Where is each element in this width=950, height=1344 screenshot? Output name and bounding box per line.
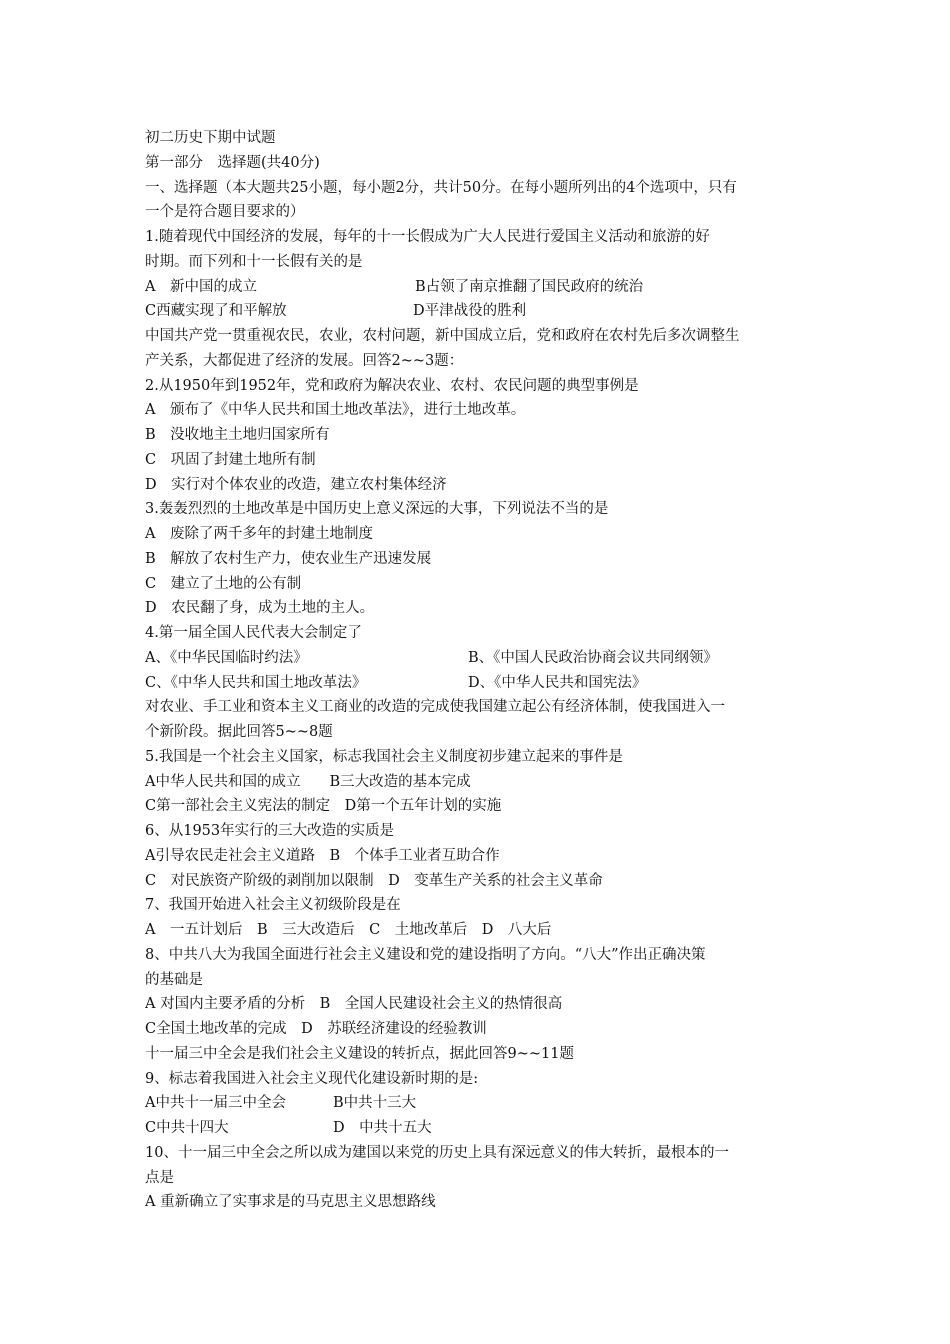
q4-stem: 4.第一届全国人民代表大会制定了: [145, 625, 362, 641]
q2-option-c: C 巩固了封建土地所有制: [145, 451, 316, 468]
q9-option-b: B中共十三大: [333, 1095, 417, 1112]
q7-options: A 一五计划后 B 三大改造后 C 土地改革后 D 八大后: [145, 922, 552, 938]
q9-options-ab: [145, 1091, 815, 1116]
q7-stem: 7、我国开始进入社会主义初级阶段是在: [145, 897, 401, 914]
q4-option-d: D、《中华人民共和国宪法》: [468, 674, 647, 691]
q2-option-b: B 没收地主土地归国家所有: [145, 427, 330, 443]
intro-2-3-line-2: 产关系，大都促进了经济的发展。回答2~~3题：: [145, 352, 464, 369]
q6-options-cd: C 对民族资产阶级的剥削加以限制 D 变革生产关系的社会主义革命: [145, 872, 603, 889]
q6-options-ab: A引导农民走社会主义道路 B 个体手工业者互助合作: [145, 847, 500, 864]
q9-stem: 9、标志着我国进入社会主义现代化建设新时期的是:: [145, 1070, 479, 1087]
instructions-line-2: 一个是符合题目要求的）: [145, 204, 305, 221]
q5-options-cd: C第一部社会主义宪法的制定 D第一个五年计划的实施: [145, 798, 502, 815]
q3-option-a: A 废除了两千多年的封建土地制度: [145, 526, 373, 542]
q1-option-a: A 新中国的成立: [145, 278, 257, 295]
q8-stem-line-2: 的基础是: [145, 971, 203, 988]
intro-5-8-line-2: 个新阶段。据此回答5~~8题: [145, 724, 333, 740]
q10-stem-line-1: 10、十一届三中全会之所以成为建国以来党的历史上具有深远意义的伟大转折，最根本的一: [145, 1144, 729, 1161]
q4-option-b: B、《中国人民政治协商会议共同纲领》: [468, 649, 718, 666]
q2-stem: 2.从1950年到1952年，党和政府为解决农业、农村、农民问题的典型事例是: [145, 377, 639, 394]
intro-9-11: 十一届三中全会是我们社会主义建设的转折点，据此回答9~~11题: [145, 1045, 574, 1062]
q9-options-cd: [145, 1116, 815, 1141]
q3-option-b: B 解放了农村生产力，使农业生产迅速发展: [145, 550, 432, 567]
intro-2-3-line-1: 中国共产党一贯重视农民，农业，农村问题，新中国成立后，党和政府在农村先后多次调整生: [145, 328, 740, 344]
q1-options-cd: [145, 299, 815, 324]
q1-option-b: B占领了南京推翻了国民政府的统治: [415, 278, 644, 295]
q8-stem-line-1: 8、中共八大为我国全面进行社会主义建设和党的建设指明了方向。“八大”作出正确决策: [145, 946, 706, 963]
q6-stem: 6、从1953年实行的三大改造的实质是: [145, 823, 395, 839]
q10-stem-line-2: 点是: [145, 1169, 174, 1186]
q9-option-a: A中共十一届三中全会: [145, 1095, 286, 1112]
q1-stem-line-1: 1.随着现代中国经济的发展，每年的十一长假成为广大人民进行爱国主义活动和旅游的好: [145, 229, 710, 245]
q10-option-a: A 重新确立了实事求是的马克思主义思想路线: [145, 1194, 436, 1211]
q5-stem: 5.我国是一个社会主义国家，标志我国社会主义制度初步建立起来的事件是: [145, 748, 623, 765]
q4-options-ab: [145, 646, 815, 671]
part-heading: 第一部分 选择题(共40分): [145, 154, 320, 171]
q3-option-c: C 建立了土地的公有制: [145, 575, 302, 592]
exam-title: 初二历史下期中试题: [145, 130, 276, 146]
exam-document: [145, 126, 815, 1215]
q5-options-ab: A中华人民共和国的成立 B三大改造的基本完成: [145, 773, 471, 790]
instructions-line-1: 一、选择题（本大题共25小题，每小题2分，共计50分。在每小题所列出的4个选项中，只有: [145, 179, 737, 196]
q9-option-d: D 中共十五大: [333, 1120, 432, 1136]
q2-option-a: A 颁布了《中华人民共和国土地改革法》，进行土地改革。: [145, 402, 526, 419]
q8-options-cd: C全国土地改革的完成 D 苏联经济建设的经验教训: [145, 1021, 487, 1037]
q3-option-d: D 农民翻了身，成为土地的主人。: [145, 600, 375, 617]
q4-option-c: C、《中华人民共和国土地改革法》: [145, 674, 367, 691]
q4-option-a: A、《中华民国临时约法》: [145, 649, 308, 666]
q8-options-ab: A 对国内主要矛盾的分析 B 全国人民建设社会主义的热情很高: [145, 996, 563, 1013]
q1-stem-line-2: 时期。而下列和十一长假有关的是: [145, 253, 363, 270]
q2-option-d: D 实行对个体农业的改造，建立农村集体经济: [145, 476, 447, 493]
q1-option-c: C西藏实现了和平解放: [145, 303, 287, 320]
q4-options-cd: [145, 671, 815, 696]
q3-stem: 3.轰轰烈烈的土地改革是中国历史上意义深远的大事，下列说法不当的是: [145, 501, 609, 518]
q9-option-c: C中共十四大: [145, 1120, 229, 1136]
q1-option-d: D平津战役的胜利: [413, 303, 527, 320]
intro-5-8-line-1: 对农业、手工业和资本主义工商业的改造的完成使我国建立起公有经济体制，使我国进入一: [145, 699, 725, 716]
q1-options-ab: [145, 275, 815, 300]
